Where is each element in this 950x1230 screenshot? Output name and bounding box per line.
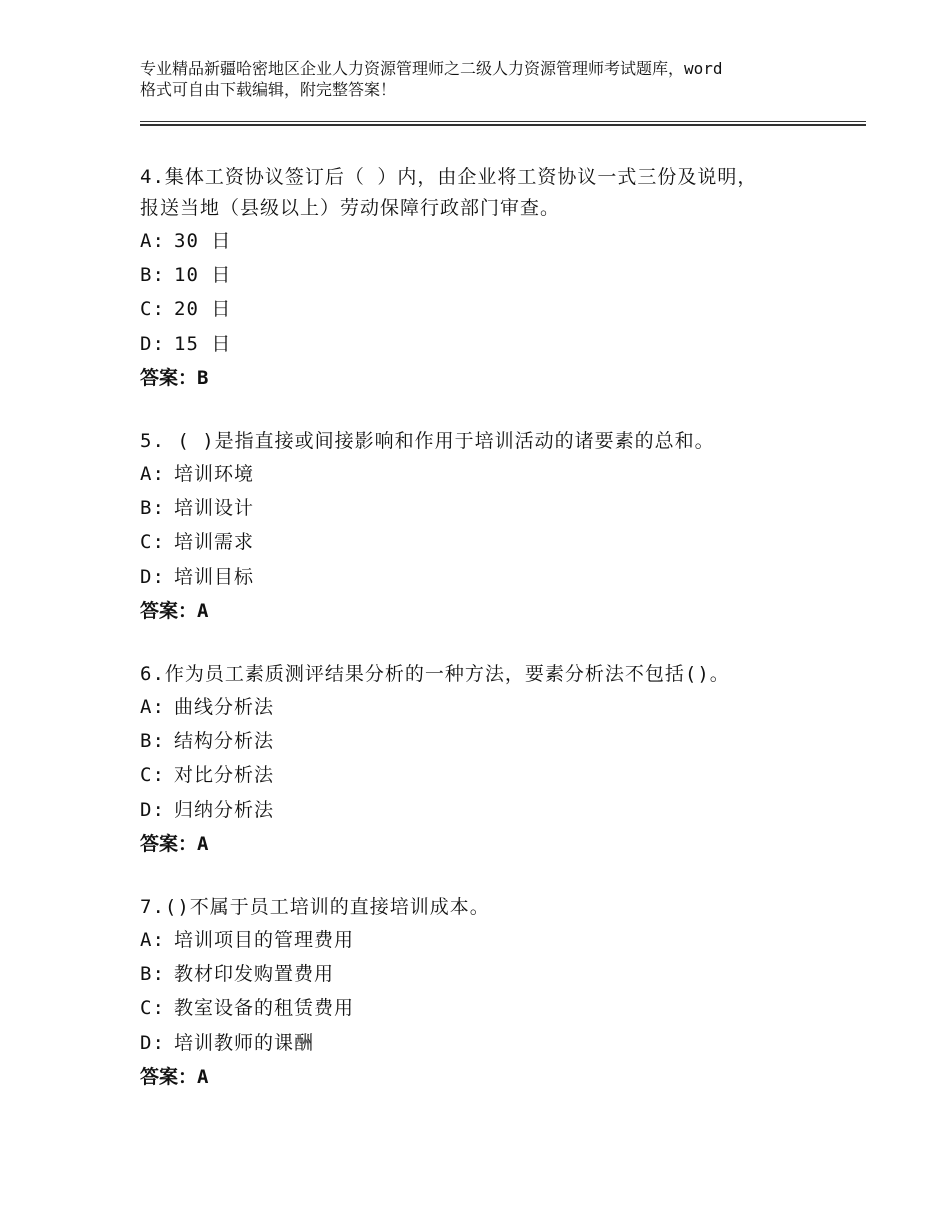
option-letter: D: [140,1031,165,1054]
option-letter: C: [140,997,165,1020]
question-5 [140,426,860,628]
header-line-1: 专业精品新疆哈密地区企业人力资源管理师之二级人力资源管理师考试题库，word [140,59,723,78]
option-text: 培训设计 [174,497,255,520]
option-a [140,690,860,724]
option-text: 30 日 [174,230,232,252]
option-c [140,292,860,326]
option-letter: C: [140,298,165,321]
question-stem-line: 4.集体工资协议签订后（ ）内，由企业将工资协议一式三份及说明， [140,166,758,188]
question-6 [140,659,860,861]
answer-label: 答案：A [140,1065,209,1088]
option-text: 归纳分析法 [174,798,275,821]
question-stem-line: 5. ( )是指直接或间接影响和作用于培训活动的诸要素的总和。 [140,430,715,453]
question-list [140,162,860,1125]
option-a [140,923,860,957]
option-a [140,224,860,258]
option-b [140,258,860,292]
answer-label: 答案：A [140,832,209,855]
option-letter: D: [140,565,165,588]
header-divider-thick [140,124,866,126]
option-b [140,957,860,991]
option-letter: A: [140,230,165,252]
option-text: 20 日 [174,298,232,321]
option-text: 教材印发购置费用 [174,963,335,986]
option-text: 结构分析法 [174,730,275,753]
option-letter: B: [140,264,165,287]
option-b [140,491,860,525]
option-b [140,724,860,758]
option-c [140,991,860,1025]
option-text: 培训教师的课酬 [174,1031,315,1054]
option-d [140,1026,860,1060]
option-letter: D: [140,798,165,821]
option-c [140,525,860,559]
question-7 [140,892,860,1094]
option-letter: A: [140,929,165,952]
option-a [140,457,860,491]
question-4 [140,162,860,395]
question-stem-line: 报送当地（县级以上）劳动保障行政部门审查。 [140,197,561,219]
option-d [140,327,860,361]
option-d [140,793,860,827]
option-text: 培训目标 [174,565,255,588]
question-stem-line: 6.作为员工素质测评结果分析的一种方法，要素分析法不包括()。 [140,663,730,686]
option-letter: D: [140,332,165,355]
option-c [140,758,860,792]
option-letter: B: [140,497,165,520]
answer-label: 答案：A [140,599,209,622]
option-letter: B: [140,963,165,986]
option-letter: C: [140,764,165,787]
option-text: 培训项目的管理费用 [174,929,355,952]
option-letter: B: [140,730,165,753]
option-text: 10 日 [174,264,232,287]
question-stem-line: 7.()不属于员工培训的直接培训成本。 [140,896,490,919]
option-letter: A: [140,696,165,719]
option-letter: A: [140,463,165,486]
option-text: 培训环境 [174,463,255,486]
option-letter: C: [140,531,165,554]
option-text: 15 日 [174,332,232,355]
document-header [140,58,840,100]
option-text: 教室设备的租赁费用 [174,997,355,1020]
option-text: 对比分析法 [174,764,275,787]
option-text: 培训需求 [174,531,255,554]
answer-label: 答案：B [140,366,209,389]
header-line-2: 格式可自由下载编辑，附完整答案！ [140,80,397,99]
option-d [140,560,860,594]
option-text: 曲线分析法 [174,696,275,719]
header-divider-thin [140,121,866,122]
